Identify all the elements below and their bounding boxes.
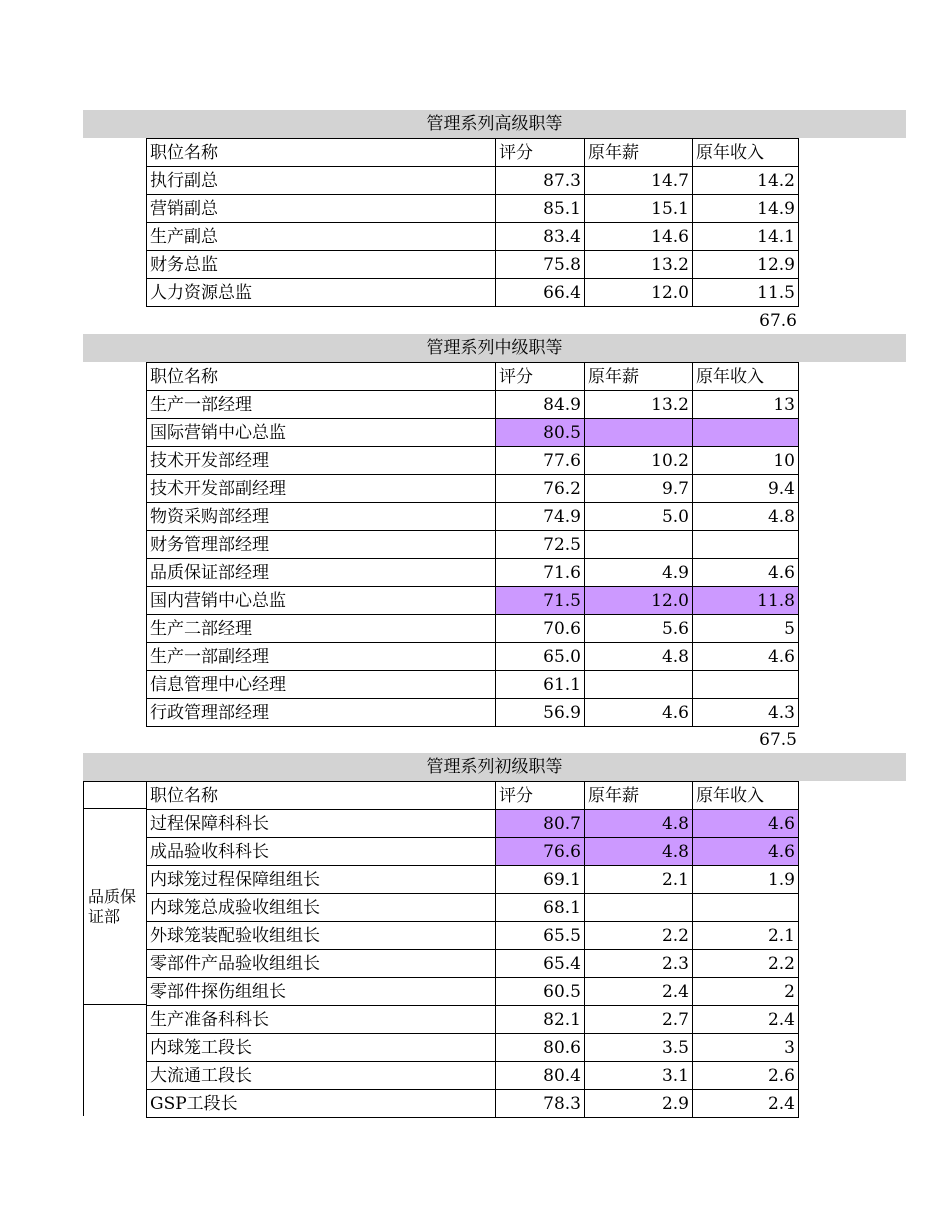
table-row bbox=[147, 615, 799, 643]
cell-income: 4.6 bbox=[693, 643, 799, 671]
cell-salary: 14.6 bbox=[585, 223, 693, 251]
cell-salary: 2.3 bbox=[585, 950, 693, 978]
column-header-score: 评分 bbox=[496, 139, 585, 167]
cell-score: 80.5 bbox=[496, 419, 585, 447]
cell-salary bbox=[585, 531, 693, 559]
cell-name: 外球笼装配验收组组长 bbox=[147, 922, 496, 950]
cell-score: 84.9 bbox=[496, 391, 585, 419]
cell-name: 营销副总 bbox=[147, 195, 496, 223]
cell-name: 人力资源总监 bbox=[147, 279, 496, 307]
middle-table bbox=[146, 362, 799, 727]
cell-score: 65.4 bbox=[496, 950, 585, 978]
table-row bbox=[147, 978, 799, 1006]
dept-production bbox=[83, 1004, 146, 1116]
table-row bbox=[147, 447, 799, 475]
cell-score: 71.5 bbox=[496, 587, 585, 615]
cell-income: 10 bbox=[693, 447, 799, 475]
column-header-salary: 原年薪 bbox=[585, 782, 693, 810]
table-row bbox=[147, 503, 799, 531]
cell-salary: 3.1 bbox=[585, 1062, 693, 1090]
cell-score: 70.6 bbox=[496, 615, 585, 643]
column-header-name: 职位名称 bbox=[147, 363, 496, 391]
cell-score: 56.9 bbox=[496, 699, 585, 727]
cell-name: 零部件探伤组组长 bbox=[147, 978, 496, 1006]
table-row bbox=[147, 391, 799, 419]
senior-table bbox=[146, 138, 799, 307]
cell-name: 技术开发部经理 bbox=[147, 447, 496, 475]
table-row bbox=[147, 195, 799, 223]
cell-name: 行政管理部经理 bbox=[147, 699, 496, 727]
cell-name: 国内营销中心总监 bbox=[147, 587, 496, 615]
cell-score: 66.4 bbox=[496, 279, 585, 307]
cell-name: 财务管理部经理 bbox=[147, 531, 496, 559]
cell-score: 61.1 bbox=[496, 671, 585, 699]
cell-income: 9.4 bbox=[693, 475, 799, 503]
cell-income bbox=[693, 419, 799, 447]
cell-name: 物资采购部经理 bbox=[147, 503, 496, 531]
table-row bbox=[147, 475, 799, 503]
table-row bbox=[147, 279, 799, 307]
cell-income: 14.1 bbox=[693, 223, 799, 251]
table-body bbox=[147, 139, 799, 307]
cell-salary bbox=[585, 894, 693, 922]
cell-salary: 12.0 bbox=[585, 279, 693, 307]
table-row bbox=[147, 838, 799, 866]
cell-income: 1.9 bbox=[693, 866, 799, 894]
table-row bbox=[147, 531, 799, 559]
cell-salary: 4.8 bbox=[585, 838, 693, 866]
middle-total: 67.5 bbox=[759, 730, 797, 750]
cell-score: 65.0 bbox=[496, 643, 585, 671]
cell-score: 85.1 bbox=[496, 195, 585, 223]
cell-score: 75.8 bbox=[496, 251, 585, 279]
cell-income: 3 bbox=[693, 1034, 799, 1062]
cell-score: 65.5 bbox=[496, 922, 585, 950]
table-row bbox=[147, 1034, 799, 1062]
cell-score: 68.1 bbox=[496, 894, 585, 922]
cell-salary: 5.6 bbox=[585, 615, 693, 643]
table-row bbox=[147, 251, 799, 279]
cell-score: 80.4 bbox=[496, 1062, 585, 1090]
cell-name: 过程保障科科长 bbox=[147, 810, 496, 838]
cell-income: 13 bbox=[693, 391, 799, 419]
cell-income bbox=[693, 531, 799, 559]
cell-score: 74.9 bbox=[496, 503, 585, 531]
cell-income: 14.2 bbox=[693, 167, 799, 195]
cell-name: GSP工段长 bbox=[147, 1090, 496, 1118]
cell-score: 60.5 bbox=[496, 978, 585, 1006]
table-row bbox=[147, 1090, 799, 1118]
dept-header-blank bbox=[83, 781, 146, 809]
cell-salary: 2.2 bbox=[585, 922, 693, 950]
table-row bbox=[147, 643, 799, 671]
cell-score: 72.5 bbox=[496, 531, 585, 559]
cell-income: 2 bbox=[693, 978, 799, 1006]
cell-salary: 15.1 bbox=[585, 195, 693, 223]
cell-income bbox=[693, 894, 799, 922]
table-body bbox=[147, 782, 799, 1118]
cell-salary: 13.2 bbox=[585, 391, 693, 419]
cell-name: 内球笼工段长 bbox=[147, 1034, 496, 1062]
cell-name: 品质保证部经理 bbox=[147, 559, 496, 587]
table-row bbox=[147, 671, 799, 699]
cell-income: 2.6 bbox=[693, 1062, 799, 1090]
table-row bbox=[147, 559, 799, 587]
cell-name: 生产准备科科长 bbox=[147, 1006, 496, 1034]
section-title-middle: 管理系列中级职等 bbox=[83, 334, 906, 362]
cell-salary: 4.8 bbox=[585, 810, 693, 838]
table-row bbox=[147, 167, 799, 195]
cell-name: 生产副总 bbox=[147, 223, 496, 251]
cell-score: 80.6 bbox=[496, 1034, 585, 1062]
cell-name: 大流通工段长 bbox=[147, 1062, 496, 1090]
cell-salary: 2.1 bbox=[585, 866, 693, 894]
junior-table bbox=[146, 781, 799, 1118]
cell-salary: 2.7 bbox=[585, 1006, 693, 1034]
cell-name: 信息管理中心经理 bbox=[147, 671, 496, 699]
table-row bbox=[147, 894, 799, 922]
cell-score: 78.3 bbox=[496, 1090, 585, 1118]
cell-name: 内球笼过程保障组组长 bbox=[147, 866, 496, 894]
cell-income: 4.8 bbox=[693, 503, 799, 531]
cell-name: 国际营销中心总监 bbox=[147, 419, 496, 447]
cell-income: 4.6 bbox=[693, 838, 799, 866]
cell-name: 成品验收科科长 bbox=[147, 838, 496, 866]
cell-income: 11.5 bbox=[693, 279, 799, 307]
cell-salary: 5.0 bbox=[585, 503, 693, 531]
cell-salary: 3.5 bbox=[585, 1034, 693, 1062]
cell-name: 生产一部经理 bbox=[147, 391, 496, 419]
table-body bbox=[147, 363, 799, 727]
senior-total: 67.6 bbox=[759, 311, 797, 331]
cell-salary: 10.2 bbox=[585, 447, 693, 475]
column-header-income: 原年收入 bbox=[693, 363, 799, 391]
cell-score: 69.1 bbox=[496, 866, 585, 894]
table-row bbox=[147, 419, 799, 447]
section-title-senior: 管理系列高级职等 bbox=[83, 110, 906, 138]
cell-income: 2.4 bbox=[693, 1006, 799, 1034]
cell-salary bbox=[585, 671, 693, 699]
cell-income: 12.9 bbox=[693, 251, 799, 279]
cell-income bbox=[693, 671, 799, 699]
cell-score: 76.6 bbox=[496, 838, 585, 866]
header-row bbox=[147, 363, 799, 391]
cell-name: 执行副总 bbox=[147, 167, 496, 195]
cell-income: 2.2 bbox=[693, 950, 799, 978]
cell-income: 11.8 bbox=[693, 587, 799, 615]
cell-score: 71.6 bbox=[496, 559, 585, 587]
column-header-salary: 原年薪 bbox=[585, 363, 693, 391]
cell-score: 76.2 bbox=[496, 475, 585, 503]
table-row bbox=[147, 1006, 799, 1034]
cell-income: 4.6 bbox=[693, 559, 799, 587]
cell-score: 82.1 bbox=[496, 1006, 585, 1034]
header-row bbox=[147, 139, 799, 167]
cell-income: 4.3 bbox=[693, 699, 799, 727]
cell-income: 4.6 bbox=[693, 810, 799, 838]
section-title-junior: 管理系列初级职等 bbox=[83, 753, 906, 781]
cell-salary: 13.2 bbox=[585, 251, 693, 279]
column-header-score: 评分 bbox=[496, 363, 585, 391]
column-header-name: 职位名称 bbox=[147, 139, 496, 167]
cell-salary: 12.0 bbox=[585, 587, 693, 615]
header-row bbox=[147, 782, 799, 810]
cell-score: 87.3 bbox=[496, 167, 585, 195]
column-header-income: 原年收入 bbox=[693, 782, 799, 810]
column-header-salary: 原年薪 bbox=[585, 139, 693, 167]
table-row bbox=[147, 587, 799, 615]
cell-income: 2.1 bbox=[693, 922, 799, 950]
cell-salary: 4.9 bbox=[585, 559, 693, 587]
cell-name: 技术开发部副经理 bbox=[147, 475, 496, 503]
table-row bbox=[147, 950, 799, 978]
table-row bbox=[147, 223, 799, 251]
table-row bbox=[147, 699, 799, 727]
table-row bbox=[147, 922, 799, 950]
cell-name: 零部件产品验收组组长 bbox=[147, 950, 496, 978]
cell-salary bbox=[585, 419, 693, 447]
cell-salary: 2.4 bbox=[585, 978, 693, 1006]
cell-salary: 4.6 bbox=[585, 699, 693, 727]
cell-score: 83.4 bbox=[496, 223, 585, 251]
cell-name: 生产一部副经理 bbox=[147, 643, 496, 671]
cell-salary: 2.9 bbox=[585, 1090, 693, 1118]
cell-income: 5 bbox=[693, 615, 799, 643]
cell-score: 77.6 bbox=[496, 447, 585, 475]
column-header-score: 评分 bbox=[496, 782, 585, 810]
dept-quality-assurance bbox=[83, 809, 146, 1005]
column-header-income: 原年收入 bbox=[693, 139, 799, 167]
dept-label: 品质保证部 bbox=[88, 886, 137, 926]
table-row bbox=[147, 866, 799, 894]
cell-income: 2.4 bbox=[693, 1090, 799, 1118]
column-header-name: 职位名称 bbox=[147, 782, 496, 810]
cell-income: 14.9 bbox=[693, 195, 799, 223]
cell-salary: 9.7 bbox=[585, 475, 693, 503]
cell-name: 生产二部经理 bbox=[147, 615, 496, 643]
cell-score: 80.7 bbox=[496, 810, 585, 838]
cell-salary: 14.7 bbox=[585, 167, 693, 195]
table-row bbox=[147, 810, 799, 838]
cell-name: 财务总监 bbox=[147, 251, 496, 279]
table-row bbox=[147, 1062, 799, 1090]
cell-salary: 4.8 bbox=[585, 643, 693, 671]
cell-name: 内球笼总成验收组组长 bbox=[147, 894, 496, 922]
